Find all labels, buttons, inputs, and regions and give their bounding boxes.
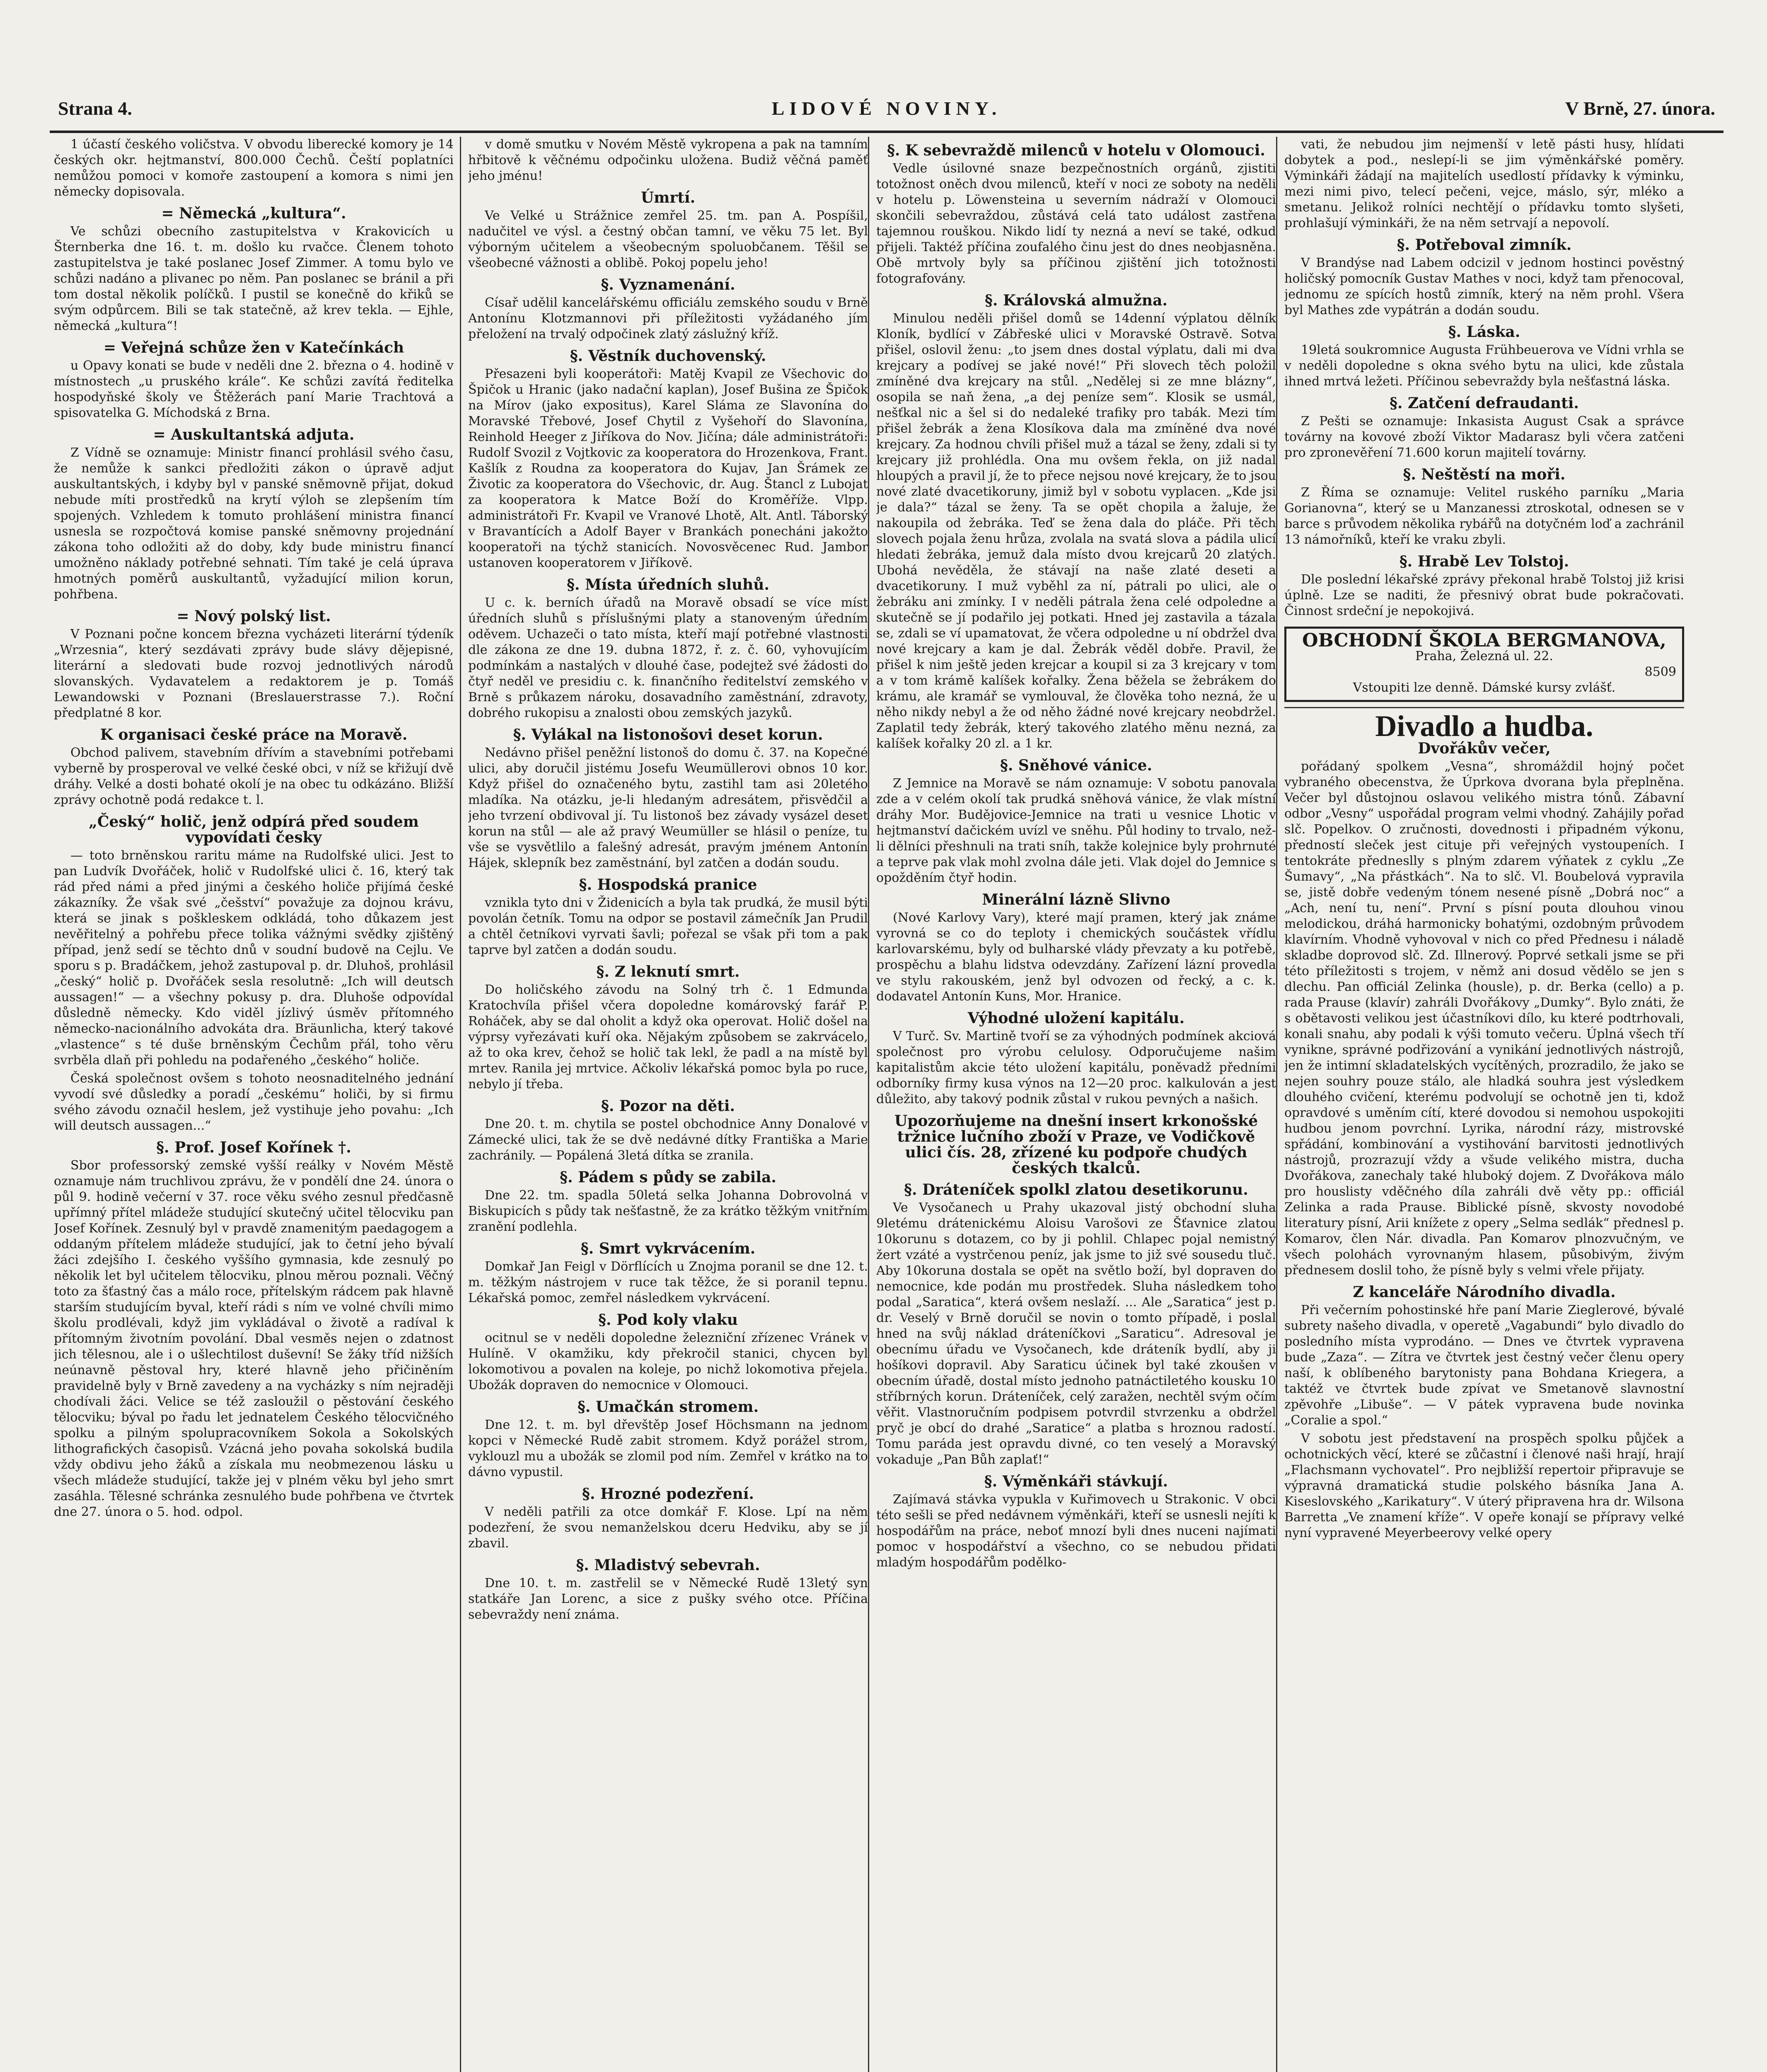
article-paragraph: Přesazeni byli kooperátoři: Matěj Kvapil ze Všechovic do Špičok u Hranic (jako nadační kaplan), Josef Bušina ze Špičok na Mírov (jako expositus), Karel Sláma ze Slavonína do Moravské Třebové, Josef Chytil z Vyšehoří do Slavonína, Reinhold Heeger z Jiříkova do Nov. Jičína; dále administrátoři: Rudolf Svozil z Vojtkovic za kooperatora do Hrozenkova, Frant. Kašlík z Roudna za kooperatora do Kujav, Jan Šrámek ze Životic za kooperatora do Všechovic, dr. Aug. Štancl z Lubojat za kooperatora k Matce Boží do Kroměříže. Vlpp. administrátoři Fr. Kvapil ve Vranové Lhotě, Alt. Antl. Táborský v Bravantících a Adolf Bayer v Brankách ponecháni jakožto kooperatoři na týchž stanicích. Novosvěcenec Rud. Jambor ustanoven kooperatorem v Jiříkově. [468,367,868,570]
article-headline: §. Sněhové vánice. [1000,757,1152,774]
article-paragraph: Česká společnost ovšem s tohoto neosnaditelného jednání vyvodí své důsledky a poradí „českému“ holiči, by si firmu svého závodu označil heslem, jež vystihuje jeho povahu: „Ich will deutsch aussagen...“ [54,1071,454,1133]
article-headline: = Německá „kultura“. [161,205,346,222]
article-headline: §. Umačkán stromem. [577,1398,759,1416]
article-paragraph: Nedávno přišel peněžní listonoš do domu č. 37. na Kopečné ulici, aby doručil jistému Josefu Weumüllerovi obnos 10 kor. Když přišel do označeného bytu, zastihl tam asi 20letého mladíka. Na otázku, je-li hledaným adresátem, přisvědčil a jeho tvrzení obdivoval jí. Tu listonoš bez závady vysázel deset korun na stůl — ale až pravý Weumüller se hlásil o peníze, tu vše se vysvětlilo a falešný adresát, pravým jménem Antonín Hájek, sklepník bez zaměstnání, byl zatčen a dodán soudu. [468,746,868,870]
column-1 [54,137,454,2072]
article-headline: §. Hrabě Lev Tolstoj. [1399,553,1569,570]
article-paragraph: Dne 20. t. m. chytila se postel obchodnice Anny Donalové v Zámecké ulici, tak že se dvě nedávné dítky Františka a Marie zachránily. — Popálená 3letá dítka se zranila. [468,1117,868,1163]
article-headline: §. Místa úředních sluhů. [567,576,769,593]
article-paragraph: v domě smutku v Novém Městě vykropena a pak na tamním hřbitově k věčnému odpočinku uložena. Budiž věčná paměť jeho jménu! [468,137,868,183]
article-paragraph: Z Vídně se oznamuje: Ministr financí prohlásil svého času, že nemůže k sankci předložiti zákon o úpravě adjut auskultantských, i kdyby byl v panské sněmovně přijat, dokud nebude míti prostředků na krytí výloh se zlepšením tím spojených. Vzhledem k tomuto prohlášení ministra financí usnesla se rozpočtová komise panské sněmovny projednání zákona toho odložiti až do doby, kdy bude ministru financí umožněno náklady potřebné sehnati. Tím také je celá úprava hmotných poměrů auskultantů, vyžadující milion korun, pohřbena. [54,445,454,602]
article-headline: §. Neštěstí na moři. [1403,466,1566,483]
section-divider [1284,707,1684,708]
article-paragraph: Z Říma se oznamuje: Velitel ruského parníku „Maria Gorianovna“, který se u Manzanessi ztroskotal, odnesen se v barce s průvodem několika rybářů na dotyčném loď a zachránil 13 námořníků, kteří ke vraku zbyli. [1284,485,1684,547]
article-paragraph: Dne 12. t. m. byl dřevštěp Josef Höchsmann na jednom kopci v Německé Rudě zabit stromem. Když porážel strom, vyklouzl mu a ubožák se zlomil pod ním. Zemřel v krátko na to dávno vypustil. [468,1418,868,1479]
article-headline: §. Vylákal na listonošovi deset korun. [513,726,823,743]
article-headline: Úmrtí. [641,189,696,206]
article-headline: §. Potřeboval zimník. [1397,236,1572,254]
article-paragraph: u Opavy konati se bude v neděli dne 2. března o 4. hodině v místnostech „u pruského krále“. Ke schůzi zavítá ředitelka hospodyňské školy ve Štěžerách paní Marie Trachtová a spisovatelka G. Míchodská z Brna. [54,358,454,420]
article-paragraph: V sobotu jest představení na prospěch spolku půjček a ochotnických věcí, které se zůčastní i členové naši hrají, hrají „Flachsmann vychovatel“. Pro nejbližší repertoir připravuje se výpravná dramatická studie polského básníka Jana A. Kiseslovského „Karikatury“. V úterý připravena hra dr. Wilsona Barretta „Ve znamení kříže“. V opeře konají se přípravy velké nyní vypravené Meyerbeerovy velké opery [1284,1431,1684,1540]
article-paragraph: V Brandýse nad Labem odcizil v jednom hostinci pověstný holičský pomocník Gustav Mathes v noci, když tam přenocoval, jednomu ze spících hostů zimník, který na něm prohl. Všera byl Mathes zde vypátrán a dodán soudu. [1284,256,1684,317]
article-headline: Dvořákův večer, [1418,740,1551,757]
article-paragraph: Zajímavá stávka vypukla v Kuřimovech u Strakonic. V obci této sešli se před nedávnem výměnkáři, kteří se usnesli nejíti k hospodářům na práce, neboť mnozí byli dnes nuceni najímati pomoc v hospodářství a všechno, co se nebudou přidati mladým hospodářům podělko- [876,1492,1276,1570]
article-headline: §. Prof. Josef Kořínek †. [156,1139,351,1156]
article-headline: Výhodné uložení kapitálu. [967,1009,1185,1027]
ad-number: 8509 [1644,665,1676,679]
advertisement-box [1284,627,1684,702]
article-paragraph: Domkař Jan Feigl v Dörflících u Znojma poranil se dne 12. t. m. těžkým nástrojem v ruce tak těžce, že si poranil tepnu. Lékařská pomoc, zemřel následkem vykrvácení. [468,1259,868,1305]
article-paragraph: V Turč. Sv. Martině tvoří se za výhodných podmínek akciová společnost pro výrobu celulosy. Odporučujeme našim kapitalistům akcie této uložení kapitálu, poněvadž předními odborníky firmy kusa výnos na 12—20 proc. kalkulován a jest důležito, aby takový podnik zůstal v rukou pevných a našich. [876,1029,1276,1106]
article-headline: Upozorňujeme na dnešní insert krkonošské tržnice lučního zboží v Praze, ve Vodičkově ulici čís. 28, zřízené ku podpoře chudých českých tkalců. [894,1112,1258,1177]
article-paragraph: Císař udělil kancelářskému officiálu zemského soudu v Brně Antonínu Klotzmannovi při příležitosti vyžádaného jím přeložení na trvalý odpočinek zlatý záslužný kříž. [468,295,868,341]
article-paragraph: (Nové Karlovy Vary), které mají pramen, který jak známe vyrovná se co do teploty i chemických součástek vřídlu karlovarskému, byly od bulharské vlády převzaty a ku potřebě, prospěchu a blahu lidstva odevzdány. Zařízení lázní provedla ve stylu rakouském, jenž byl odvozen od řecký, a c. k. dodavatel Antonín Kuns, Mor. Hranice. [876,910,1276,1004]
article-headline: §. Hospodská pranice [579,876,757,893]
issue-date: V Brně, 27. února. [1565,98,1715,119]
page-number: Strana 4. [58,98,132,119]
article-headline: §. K sebevraždě milenců v hotelu v Olomouci. [887,142,1265,159]
article-headline: = Nový polský list. [176,608,331,625]
article-paragraph: Dle poslední lékařské zprávy překonal hrabě Tolstoj již krisi úplně. Lze se naditi, že přesnivý obrat bude pokračovati. Činnost srdeční je nepokojivá. [1284,572,1684,618]
article-paragraph: Sbor professorský zemské vyšší reálky v Novém Městě oznamuje nám truchlivou zprávu, že v pondělí dne 24. února o půl 9. hodině večerní v 37. roce věku svého zesnul předčasně upřímný přítel mládeže studující skutečný učitel tělocviku pan Josef Kořínek. Zesnulý byl v pravdě znamenitým paedagogem a oddaným přítelem mládeže studující, jak to četní jeho bývalí žáci zdejšího I. českého vyššího gymnasia, kde zesnulý po několik let byl učitelem tělocviku, plnou měrou poznali. Věčný toto za šťastný čas a málo roce, přítelským rádcem pak hlavně starším studujícím byval, kteří rádi s ním ve volné chvíli mimo školu prodlévali, když jim vykládával o životě a radíval k přítomným životním povolání. Dbal vesměs nejen o zdatnost jich tělesnou, ale i o ušlechtilost duševní! Se žáky tříd nižších neúnavně pěstoval hry, které hlavně jeho přičiněním pravidelně byly v Brně zavedeny a na vycházky s ním nejraději chodívali žáci. Velice se též zasloužil o pěstování českého tělocviku; býval po řadu let jednatelem Českého tělocvičného spolku a pilným spolupracovníkem Sokola a Sokolských lithografických časopisů. Vzácná jeho povaha sokolská budila vždy obdivu jeho žáků a získala mu neobmezenou lásku u všech mládeže studující, takže jej v plném věku byl jeho smrt zasáhla. Tělesné schránka zesnulého bude pohřbena ve čtvrtek dne 27. února o 5. hod. odpol. [54,1158,454,1519]
article-paragraph: Z Jemnice na Moravě se nám oznamuje: V sobotu panovala zde a v celém okolí tak prudká sněhová vánice, že vlak místní dráhy Mor. Budějovice-Jemnice na trati u vesnice Lhotic v hejtmanství dačickém uvízl ve sněhu. Půl hodiny to trvalo, než-li dělníci přeshnuli na trati sníh, takže kolejnice byly prohrnuté a teprve pak vlak mohl zvolna dále jeti. Vlak dojel do Jemnice s opožděním čtyř hodin. [876,776,1276,885]
article-paragraph: Dne 10. t. m. zastřelil se v Německé Rudě 13letý syn statkáře Jan Lorenc, a sice z pušky svého otce. Příčina sebevraždy není známa. [468,1576,868,1622]
article-headline: Minerální lázně Slivno [982,891,1170,908]
article-headline: = Auskultantská adjuta. [153,426,355,443]
column-3 [876,137,1276,2072]
column-rule [1276,137,1277,2072]
article-paragraph: — toto brněnskou raritu máme na Rudolfské ulici. Jest to pan Ludvík Dvořáček, holič v Rudolfské ulici č. 16, který tak rád před námi a před jinými a českého holiče přijímá české zákazníky. Že však své „češství“ považuje za dojnou krávu, která se jinak s poškleskem odkládá, toho důkazem jest nevěřitelný a pohřebu přece tolika vážnými svědky zjištěný případ, jenž sedí se těchto dnů v soudní budově na Cejlu. Ve sporu s p. Bradáčkem, jehož zastupoval p. dr. Dluhoš, prohlásil „český“ holič p. Dvořáček sesla resolutně: „Ich will deutsch aussagen!“ — a všechny pokusy p. dra. Dluhoše odpovídal důsledně německy. Kdo viděl jízlivý úsměv přítomného německo-nacionálního advokáta dra. Bräunlicha, který takové „vlastence“ s té duše brněnským Čechům přál, toho věru svrběla dlaň při pohledu na podařeného „českého“ holiče. [54,848,454,1067]
article-headline: §. Vyznamenání. [601,276,735,293]
article-paragraph: Minulou neděli přišel domů se 14denní výplatou dělník Kloník, bydlící v Zábřeské ulici v Moravské Ostravě. Sotva přišel, oslovil ženu: „to jsem dnes dostal výplatu, dali mi dva krejcary a podívej se jaké nové!“ Při slovech těch položil zmíněné dva krejcary na stůl. „Nedělej si ze mne blázny“, osopila se naň žena, „a dej peníze sem“. Klosik se usmál, nešťkal nic a šel si do nedaleké trafiky pro tabák. Mezi tím přišel žebrák a žena Klosíkova dala ma zmíněné dva nové krejcary. Za hodnou chvíli přišel muž a tázal se ženy, zdali si ty krejcary již prohlédla. Ona mu ovšem řekla, on již nadal hloupých a pravil jí, že to přece nejsou nové krejcary, že to jsou nové zlaté dvacetikoruny, jimiž byl v sobotu vyplacen. „Kde jsi je dala?“ tázal se ženy. Ta se opět chopila a žaluje, že nakoupila od žebráka. Teď se žena dala do pláče. Při těch slovech pojala ženu hrůza, zvolala na svatá slova a pádila ulicí hledati žebráka, jemuž dala místo dvou krejcarů 20 zlatých. Ubohá nevěděla, že stávají na naše zlaté deseti a dvacetikoruny. I muž vyběhl za ní, pátrali po ulici, ale o žebráku ani zmínky. I v neděli pátrala žena celé odpoledne a skutečně se jí podařilo jej potkati. Hned jej zastavila a tázala se, zdali se ví upamatovat, že včera odpoledne u ní obdržel dva nové krejcary a kam je dal. Žebrák věděl dobře. Pravil, že přišel k nim ještě jeden krejcar a koupil si za 3 krejcary v tom a v tom krámě kalíšek kořalky. Žena běžela se žebrákem do krámu, ale kramář se vymlouval, že člověka toho nezná, že u něho nikdy nebyl a že od něho žádné nové krejcary neobdržel. Zaplatil tedy žebrák, který takového zlatého měnu nezná, za kalíšek kořalky 20 zl. a 1 kr. [876,311,1276,751]
article-headline: §. Mladistvý sebevrah. [576,1556,760,1574]
column-4 [1284,137,1684,2072]
article-paragraph: Ve Vysočanech u Prahy ukazoval jistý obchodní sluha 9letému drátenickému Aloisu Varošovi ze Šťavnice zlatou 10korunu s dotazem, co by ji pohlil. Chlapec pojal nemistný žert vzáté a vystrčenou peníz, jak jsme to již své sousedu tluč. Aby 10koruna dostala se opět na světlo boží, byl dopraven do nemocnice, kde podán mu prostředek. Sluha následkem toho podal „Saratica“, která ovšem neslaží. ... Ale „Saratica“ jest p. dr. Veselý v Brně doručil se novin o tomto případě, i poslal hned na svůj náklad dráteníčkovi „Saraticu“. Adresoval je obecnímu úřadu ve Vysočanech, kde dráteník bydlí, aby ji hošíkovi dopravil. Aby Saraticu účinek byl také zkoušen v obecním úřadě, dostal místo jednoho patnáctiletého kousku 10 stříbrných korun. Dráteníček, celý zaražen, nechtěl svým očím věřit. Vlastnoručním podpisem potvrdil stvrzenku a obdržel pryč je obcí do drahé „Saratice“ a platba s hroznou radostí. Tomu paráda jest opravdu divné, co ten veselý a Moravský vokaduje „Pan Bůh zaplať!“ [876,1201,1276,1467]
article-headline: §. Věstník duchovenský. [570,347,766,365]
article-paragraph: Při večerním pohostinské hře paní Marie Zieglerové, bývalé subrety našeho divadla, v operetě „Vagabundi“ bylo divadlo do posledního místa vyprodáno. — Dnes ve čtvrtek vypravena bude „Zaza“. — Zítra ve čtvrtek jest čestný večer členu opery naší, k oblíbeného barytonisty pana Bohdana Kriegera, a taktéž ve čtvrtek bude zpívat ve Smetanově slavnostní zpěvohře „Libuše“. — V pátek vypravena bude novinka „Coralie a spol.“ [1284,1303,1684,1428]
article-paragraph: Dne 22. tm. spadla 50letá selka Johanna Dobrovolná v Biskupicích s půdy tak nešťastně, že za krátko těžkým vnitřním zranění podlehla. [468,1188,868,1234]
column-2 [468,137,868,2072]
ad-title: OBCHODNÍ ŠKOLA BERGMANOVA, [1302,630,1666,651]
article-paragraph: Vedle úsilovné snaze bezpečnostních orgánů, zjistiti totožnost oněch dvou milenců, kteří v noci ze soboty na neděli v hotelu p. Löwensteina u severním nádraží v Olomouci skončili sebevraždou, zůstává celá tato událost zastřena tajemnou rouškou. Nikdo lidí ty nezná a neví se také, odkud přijeli. Taktéž příčina zoufalého činu jest do dnes neobjasněna. Obě mrtvoly byly sa příčinou zjištění jich totožnosti fotografovány. [876,161,1276,286]
article-paragraph: ocitnul se v neděli dopoledne železniční zřízenec Vránek v Hulíně. V okamžiku, kdy překročil stanici, chycen byl lokomotivou a povalen na koleje, po nichž lokomotiva přejela. Ubožák dopraven do nemocnice v Olomouci. [468,1331,868,1392]
page-header [50,93,1723,133]
article-headline: §. Hrozné podezření. [582,1485,754,1503]
article-headline: §. Z leknutí smrt. [596,963,740,980]
article-paragraph: vati, že nebudou jim nejmenší v letě pásti husy, hlídati dobytek a pod., neslepí-li se jim výměnkářské poměry. Výminkáři žádají na majitelích usedlostí přídavky k výminku, mezi nimi pivo, telecí pečeni, vejce, máslo, sýr, mléko a smetanu. Jelikož rolníci nechtějí o přídavku tomto slyšeti, prohlašují výminkáři, že na něm setrvají a nepovolí. [1284,137,1684,230]
article-paragraph: 1 účastí českého voličstva. V obvodu liberecké komory je 14 českých okr. hejtmanství, 800.000 Čechů. Čeští poplatníci nemůžou pomoci v komoře zastoupení a komora s nimi jen německy dopisovala. [54,137,454,199]
column-rule [460,137,461,2072]
article-paragraph: 19letá soukromnice Augusta Frühbeuerova ve Vídni vrhla se v neděli dopoledne s okna svého bytu na ulici, kde zůstala ihned mrtvá ležeti. Příčinou sebevraždy byla nešťastná láska. [1284,343,1684,389]
article-headline: §. Zatčení defraudanti. [1390,395,1579,412]
article-paragraph: Ve schůzi obecního zastupitelstva v Krakovicích u Šternberka dne 16. t. m. došlo ku rvačce. Členem tohoto zastupitelstva je také poslanec Josef Zimmer. A tomu bylo ve schůzi nadáno a plivanec po něm. Pan poslanec se bránil a při tom dostal několik políčků. I pustil se konečně do křiků se svým odpůrcem. Bili se tak statečně, až krev tekla. — Ejhle, německá „kultura“! [54,224,454,333]
section-title: Divadlo a hudba. [1375,709,1593,743]
article-paragraph: Do holičského závodu na Solný trh č. 1 Edmunda Kratochvíla přišel včera dopoledne komárovský farář P. Roháček, aby se dal oholit a když oka operovat. Holič došel na výprsy vyřezávati kuří oka. Nějakým způsobem se zakrvácelo, až to oka krev, čehož se holič tak lekl, že padl a na místě byl mrtev. Ranila jej mrtvice. Ačkoliv lékařská pomoc byla po ruce, nebylo jí třeba. [468,983,868,1092]
ad-note: Vstoupiti lze denně. Dámské kursy zvlášť. [1353,680,1616,695]
newspaper-title: LIDOVÉ NOVINY. [771,98,1002,119]
ad-address: Praha, Železná ul. 22. [1415,649,1553,663]
article-headline: §. Pádem s půdy se zabila. [560,1169,776,1186]
article-headline: §. Královská almužna. [985,292,1168,309]
article-paragraph: Ve Velké u Strážnice zemřel 25. tm. pan A. Pospíšil, nadučitel ve výsl. a čestný občan tamní, ve věku 75 let. Byl výborným učitelem a všeobecným spoluobčanem. Těšil se všeobecné vážnosti a oblibě. Pokoj popelu jeho! [468,208,868,270]
column-rule [868,137,869,2072]
article-headline: „Český“ holič, jenž odpírá před soudem vypovídati česky [89,813,419,846]
article-headline: §. Pozor na děti. [601,1097,735,1115]
article-headline: §. Dráteníček spolkl zlatou desetikorunu. [904,1181,1248,1198]
article-paragraph: U c. k. berních úřadů na Moravě obsadí se více míst úředních sluhů s příslušnými platy a stanoveným úředním oděvem. Uchazeči o tato místa, kteří mají potřebné vlastnosti dle zákona ze dne 19. dubna 1872, ř. z. č. 60, vyhovujícím podmínkám a nastalých v dlouhé čase, podejtež své žádosti do čtyř neděl ve presidiu c. k. finančního ředitelství zemského v Brně s průkazem nároku, dosavadního zaměstnání, zdravoty, dobrého rukopisu a znalosti obou zemských jazyků. [468,595,868,720]
article-paragraph: V Poznani počne koncem března vycházeti literární týdeník „Wrzesnia“, který sezdávati zprávy bude slávy dějepisné, literární a sledovati bude rozvoj jednotlivých národů slovanských. Vydavatelem a redaktorem je p. Tomáš Lewandowski v Poznani (Breslauerstrasse 7.). Roční předplatné 8 kor. [54,627,454,720]
article-headline: = Veřejná schůze žen v Katečínkách [103,339,404,356]
article-headline: K organisaci české práce na Moravě. [100,726,408,743]
article-paragraph: Z Pešti se oznamuje: Inkasista August Csak a správce továrny na kovové zboží Viktor Madarasz byli včera zatčeni pro zpronevěření 71.600 korun majitelí továrny. [1284,414,1684,460]
article-headline: §. Pod koly vlaku [598,1311,738,1329]
article-headline: Z kanceláře Národního divadla. [1353,1283,1616,1301]
article-paragraph: vznikla tyto dni v Židenicích a byla tak prudká, že musil býti povolán četník. Tomu na odpor se postavil zámečník Jan Prudil a chtěl četníkovi vyrvati šavli; pořezal se však při tom a pak taprve byl zatčen a dodán soudu. [468,896,868,957]
article-paragraph: V neděli patřili za otce domkář F. Klose. Lpí na něm podezření, že svou nemanželskou dceru Hedviku, aby se jí zbavil. [468,1505,868,1551]
article-headline: §. Láska. [1448,323,1520,341]
article-headline: §. Výměnkáři stávkují. [984,1473,1168,1490]
article-headline: §. Smrt vykrvácením. [580,1240,756,1257]
article-paragraph: Obchod palivem, stavebním dřívím a stavebními potřebami vyberně by prosperoval ve velké české obci, v níž se křižují dvě dráhy. Velké a dosti bohaté okolí je na obec tu odkázáno. Bližší zprávy ochotně podá redakce t. l. [54,746,454,807]
article-paragraph: pořádaný spolkem „Vesna“, shromáždil hojný počet vybraného obecenstva, že Úprkova dvorana byla přeplněna. Večer byl důstojnou oslavou velikého mistra tónů. Zábavní odbor „Vesny“ uspořádal program velmi vhodný. Zahájily pořad slč. Popelkov. O zručnosti, dovednosti i připadném výkonu, předností sleček jest cituje při veřejných vystoupeních. I tentokráte předneslly s plným zdarem výňatek z cyklu „Ze Šumavy“, „Na přástkách“. Na to slč. Vl. Boubelová vypravila se, jistě dobře vedeným tónem nesené písně „Dobrá noc“ a „Ach, není tu, není“. První s písní pouta dlouhou vinou melodickou, dráhá harmonicky bohatými, ozdobným průvodem klavírním. Vhodně vyhovoval v nich co před Přednesu i náladě skladbe doprovod slč. Zd. Illnerový. Poprvé setkali jsme se při této příležitosti s trojem, v němž ani dosud vědělo se jen s dlechu. Pan officiál Zelinka (housle), p. dr. Berka (cello) a p. rada Prause (klavír) zahráli Dvořákovy „Dumky“. Bylo znáti, že s obětavosti velikou jest účastníkovi dílo, ku které podtrhovali, konali snahu, aby podali k výši tomuto večeru. Úplná všech tří vynikne, správné podřizování a vynikání jednotlivých nástrojů, jen že intimní skladatelských vycítěných, prozradilo, že jako se nejen souhry pouze stálo, ale hladká souhra jest výsledkem dlouhého cvičení, kterému podvolují se ochotně jen ti, kdož opravdové s uměním cítí, které dovodou si nemohou uspokojiti hudbou jenom povrchní. Lyrika, národní rázy, mistrovské spřádání, kombinování a vystihování barvitosti jednotlivých nástrojů, prozrazují vždy a všude velikého mistra, ducha Dvořákova, zanechaly také hluboký dojem. Z Dvořákova málo pro houslisty vděčného díla zahráli dvě věty pp.: officiál Zelinka a rada Prause. Biblické písně, skvosty novodobé literatury písní, Arii knížete z opery „Selma sedlák“ přednesl p. Komarov, člen Nár. divadla. Pan Komarov plnozvučným, ve všech polohách vyrovnaným hlasem, působivým, živým přednesem doslil toho, že písně byly s velmi vřele přijaty. [1284,759,1684,1278]
